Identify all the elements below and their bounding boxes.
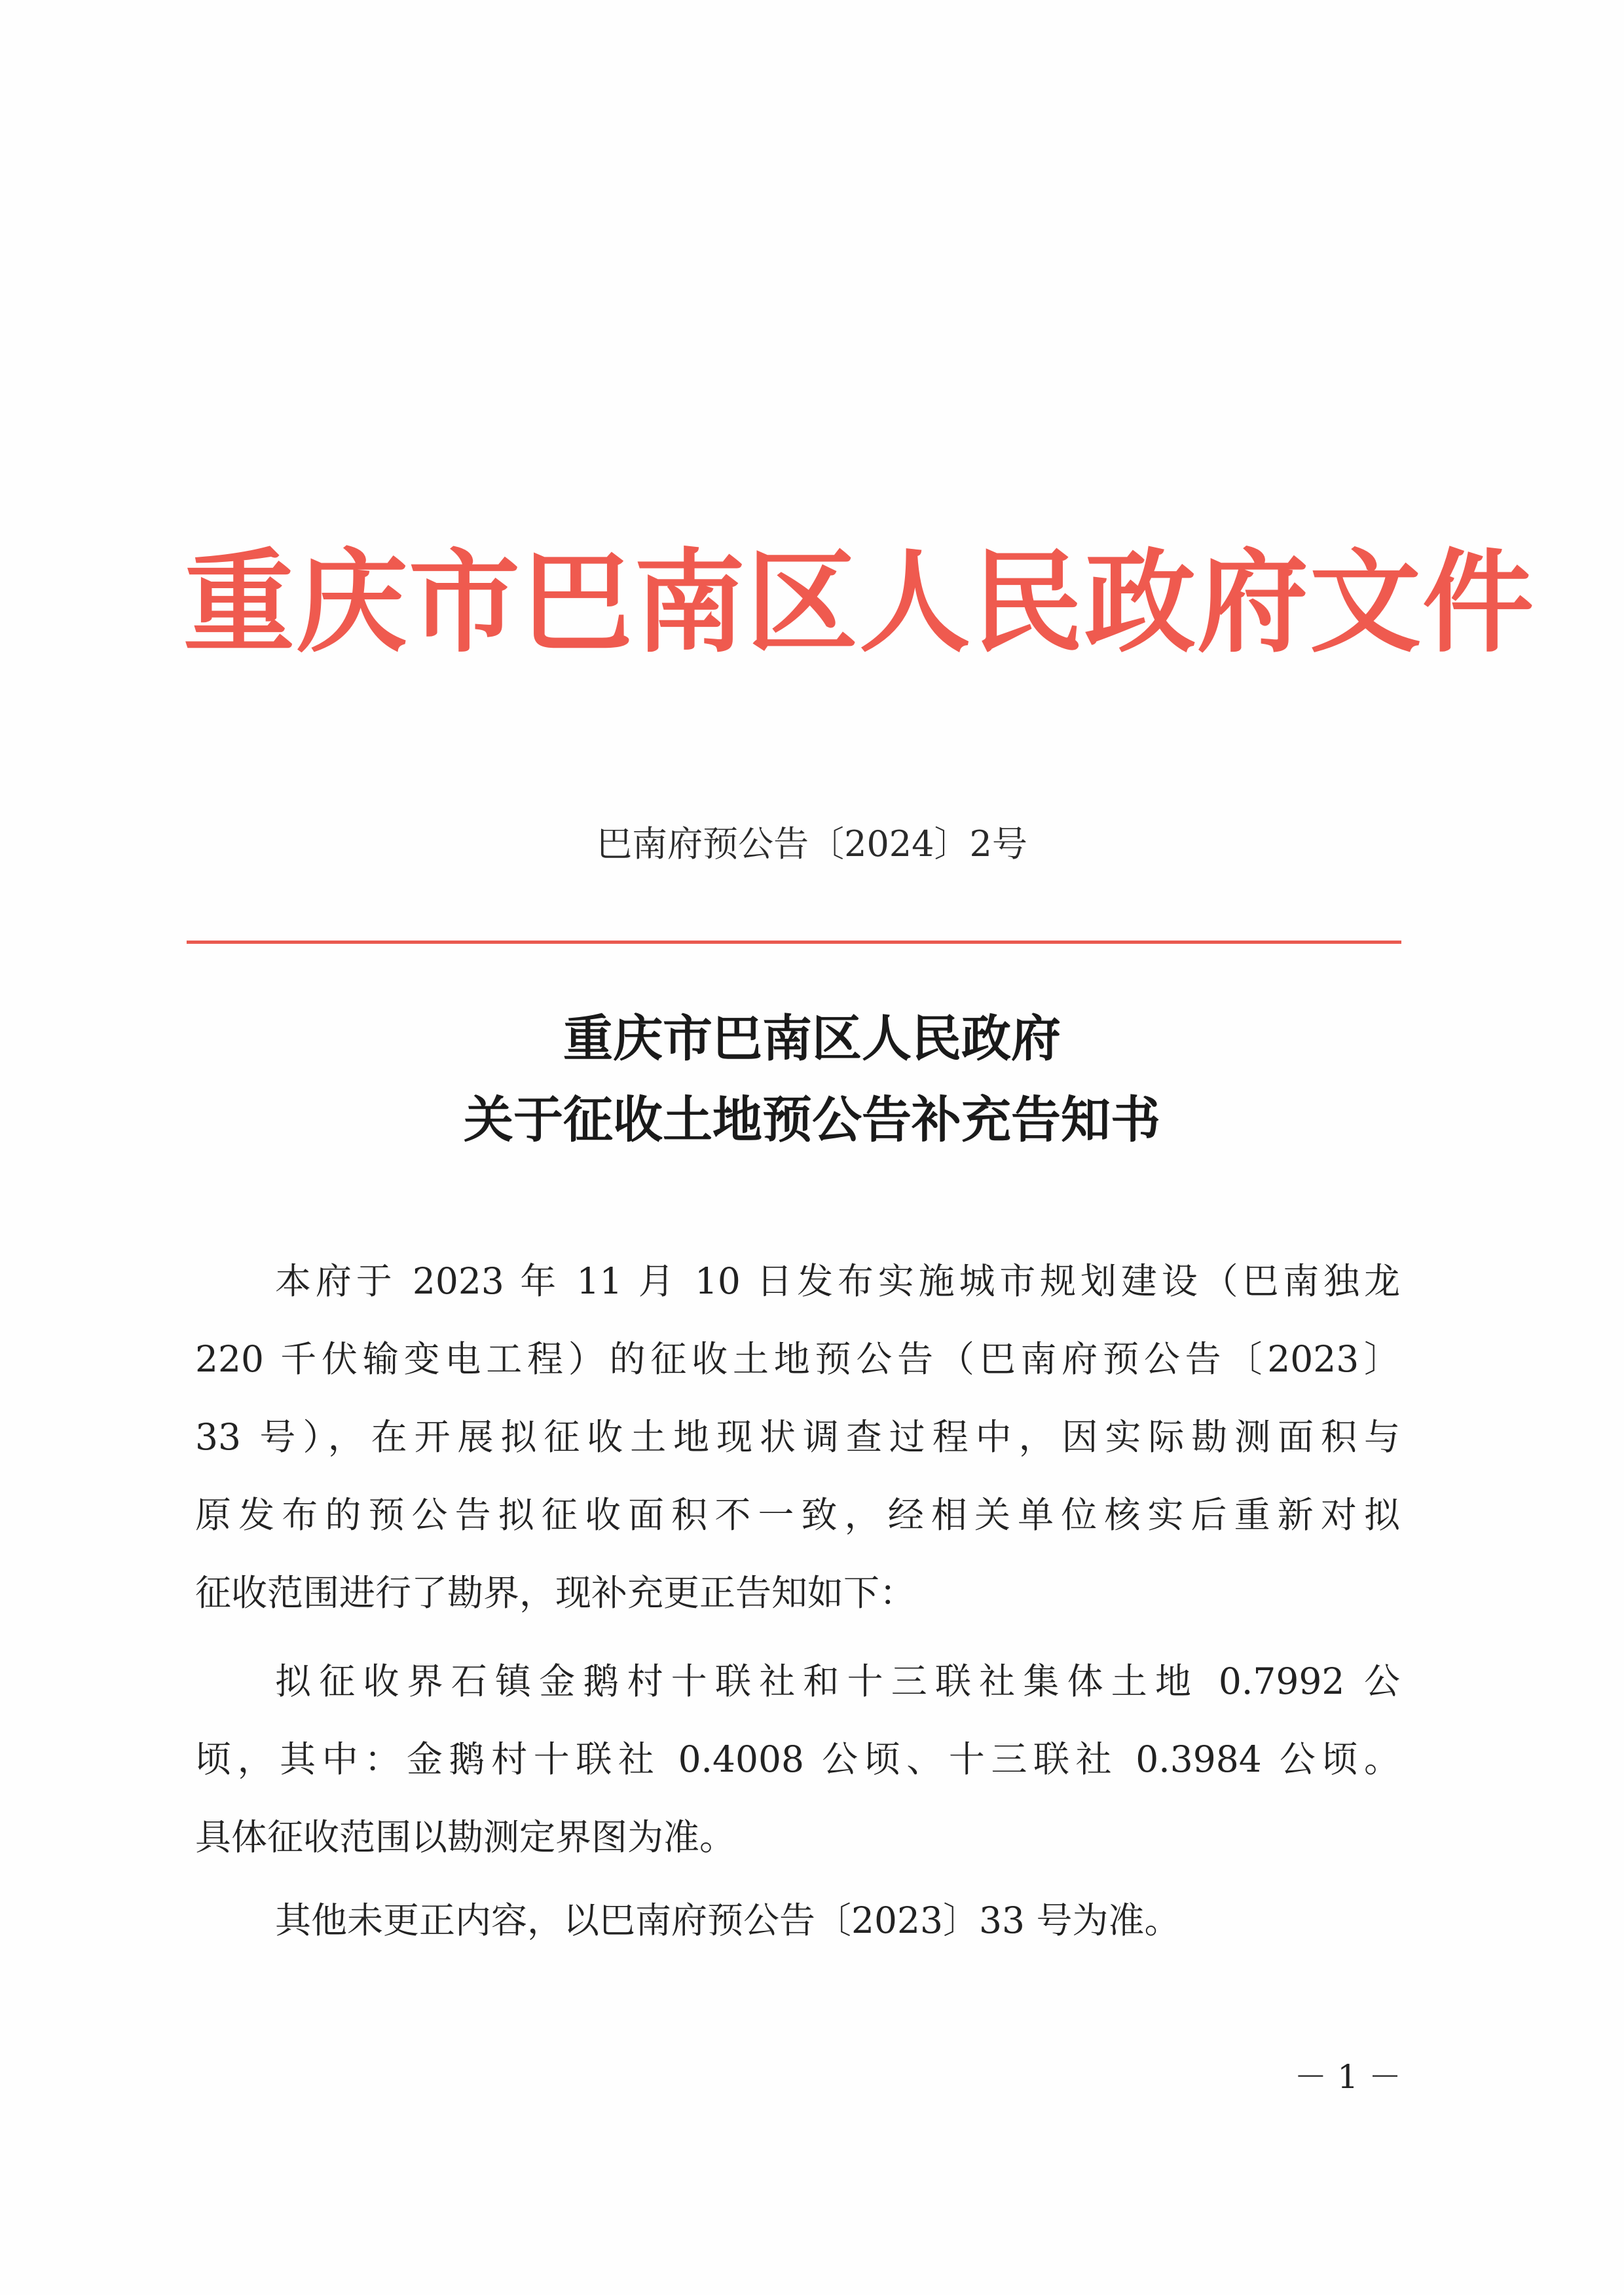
title-line-2: 关于征收土地预公告补充告知书 bbox=[464, 1091, 1160, 1149]
body-paragraph-1-line: 征收范围进行了勘界，现补充更正告知如下： bbox=[195, 1572, 916, 1614]
body-paragraph-2-line: 拟征收界石镇金鹅村十联社和十三联社集体土地 0.7992 公 bbox=[275, 1660, 1400, 1702]
document-masthead: 重庆市巴南区人民政府文件 bbox=[183, 537, 1536, 668]
page-number: － 1 － bbox=[1294, 2058, 1401, 2096]
body-paragraph-1-line: 220 千伏输变电工程）的征收土地预公告（巴南府预公告〔2023〕 bbox=[195, 1338, 1400, 1380]
body-paragraph-1-line: 本府于 2023 年 11 月 10 日发布实施城市规划建设（巴南独龙 bbox=[275, 1260, 1400, 1302]
body-paragraph-2-line: 具体征收范围以勘测定界图为准。 bbox=[195, 1816, 736, 1858]
title-line-1: 重庆市巴南区人民政府 bbox=[563, 1009, 1061, 1068]
red-divider bbox=[187, 941, 1401, 944]
body-paragraph-2-line: 顷，其中：金鹅村十联社 0.4008 公顷、十三联社 0.3984 公顷。 bbox=[195, 1738, 1400, 1780]
body-paragraph-1-line: 原发布的预公告拟征收面积不一致，经相关单位核实后重新对拟 bbox=[195, 1494, 1400, 1536]
body-paragraph-1-line: 33 号），在开展拟征收土地现状调查过程中，因实际勘测面积与 bbox=[195, 1416, 1400, 1458]
document-number: 巴南府预公告〔2024〕2号 bbox=[597, 823, 1027, 865]
body-paragraph-3-line: 其他未更正内容，以巴南府预公告〔2023〕33 号为准。 bbox=[275, 1899, 1181, 1941]
